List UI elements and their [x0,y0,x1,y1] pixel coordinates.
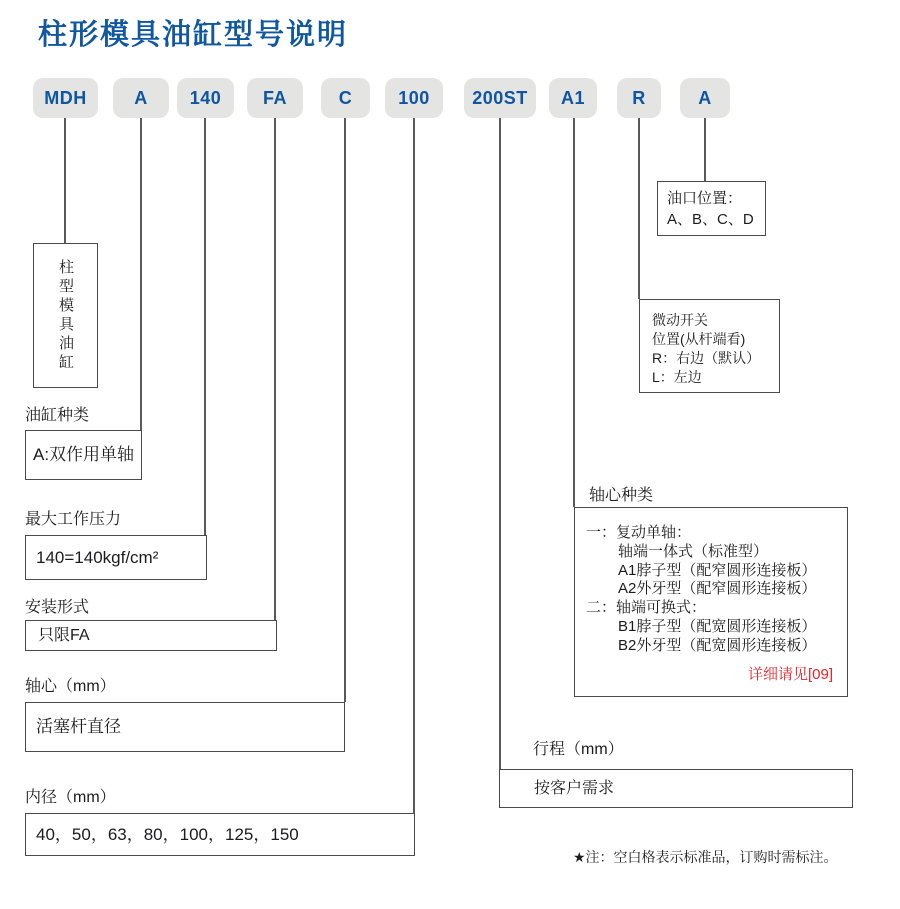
page-title: 柱形模具油缸型号说明 [38,19,349,51]
connector-line-200st [499,118,501,769]
code-chip-a: A [113,78,169,118]
shaft-kind-line-7: B2外牙型（配宽圆形连接板） [618,636,817,654]
shaft-kind-label: 轴心种类 [589,487,654,504]
shaft-kind-detail-note: 详细请见[09] [747,665,833,683]
connector-line-c [344,118,346,702]
shaft-kind-line-2: 轴端一体式（标准型） [618,542,769,560]
code-chip-a1: A1 [549,78,597,118]
connector-line-140 [204,118,206,535]
shaft-kind-line-3: A1脖子型（配窄圆形连接板） [618,561,817,579]
cylinder-kind-box: A:双作用单轴 [25,430,142,480]
cylinder-kind-label: 油缸种类 [25,407,90,424]
code-chip-a-port: A [680,78,730,118]
shaft-kind-line-6: B1脖子型（配宽圆形连接板） [618,617,817,635]
shaft-kind-line-4: A2外牙型（配窄圆形连接板） [618,580,817,598]
max-pressure-box: 140=140kgf/cm² [25,535,207,580]
connector-line-r [638,118,640,299]
shaft-kind-line-5: 二：轴端可换式： [586,599,707,617]
shaft-kind-line-1: 一：复动单轴： [586,524,692,541]
stroke-label: 行程（mm） [533,741,624,758]
micro-switch-line2: 位置(从杆端看) [652,331,746,347]
connector-line-fa [274,118,276,620]
bore-box: 40，50，63，80，100，125，150 [25,813,415,856]
connector-line-a [140,118,142,430]
micro-switch-box [639,299,780,393]
mount-style-label: 安装形式 [25,599,90,616]
connector-line-a1 [573,118,575,507]
shaft-kind-box [574,507,848,697]
micro-switch-line3: R：右边（默认） [652,350,761,366]
code-chip-140: 140 [177,78,234,118]
micro-switch-line1: 微动开关 [652,312,708,328]
shaft-label: 轴心（mm） [25,678,116,695]
code-chip-200st: 200ST [464,78,536,118]
code-chip-r: R [617,78,661,118]
shaft-box: 活塞杆直径 [25,702,345,752]
code-chip-mdh: MDH [33,78,98,118]
max-pressure-label: 最大工作压力 [25,511,122,528]
stroke-box: 按客户需求 [499,769,853,808]
connector-line-100 [413,118,415,813]
port-position-line2: A、B、C、D [667,211,754,228]
cylinder-type-vertical-text: 柱型模具油缸 [57,258,74,373]
code-chip-100: 100 [385,78,443,118]
cylinder-type-box [33,243,98,388]
micro-switch-line4: L：左边 [652,369,702,385]
mount-style-box: 只限FA [25,620,277,651]
bore-label: 内径（mm） [25,789,116,806]
footnote: ★注：空白格表示标准品，订购时需标注。 [573,849,838,865]
connector-line-mdh [64,118,66,243]
code-chip-fa: FA [247,78,303,118]
code-chip-c: C [321,78,370,118]
port-position-line1: 油口位置： [667,190,743,207]
connector-line-a-port [704,118,706,181]
port-position-box [657,181,766,236]
